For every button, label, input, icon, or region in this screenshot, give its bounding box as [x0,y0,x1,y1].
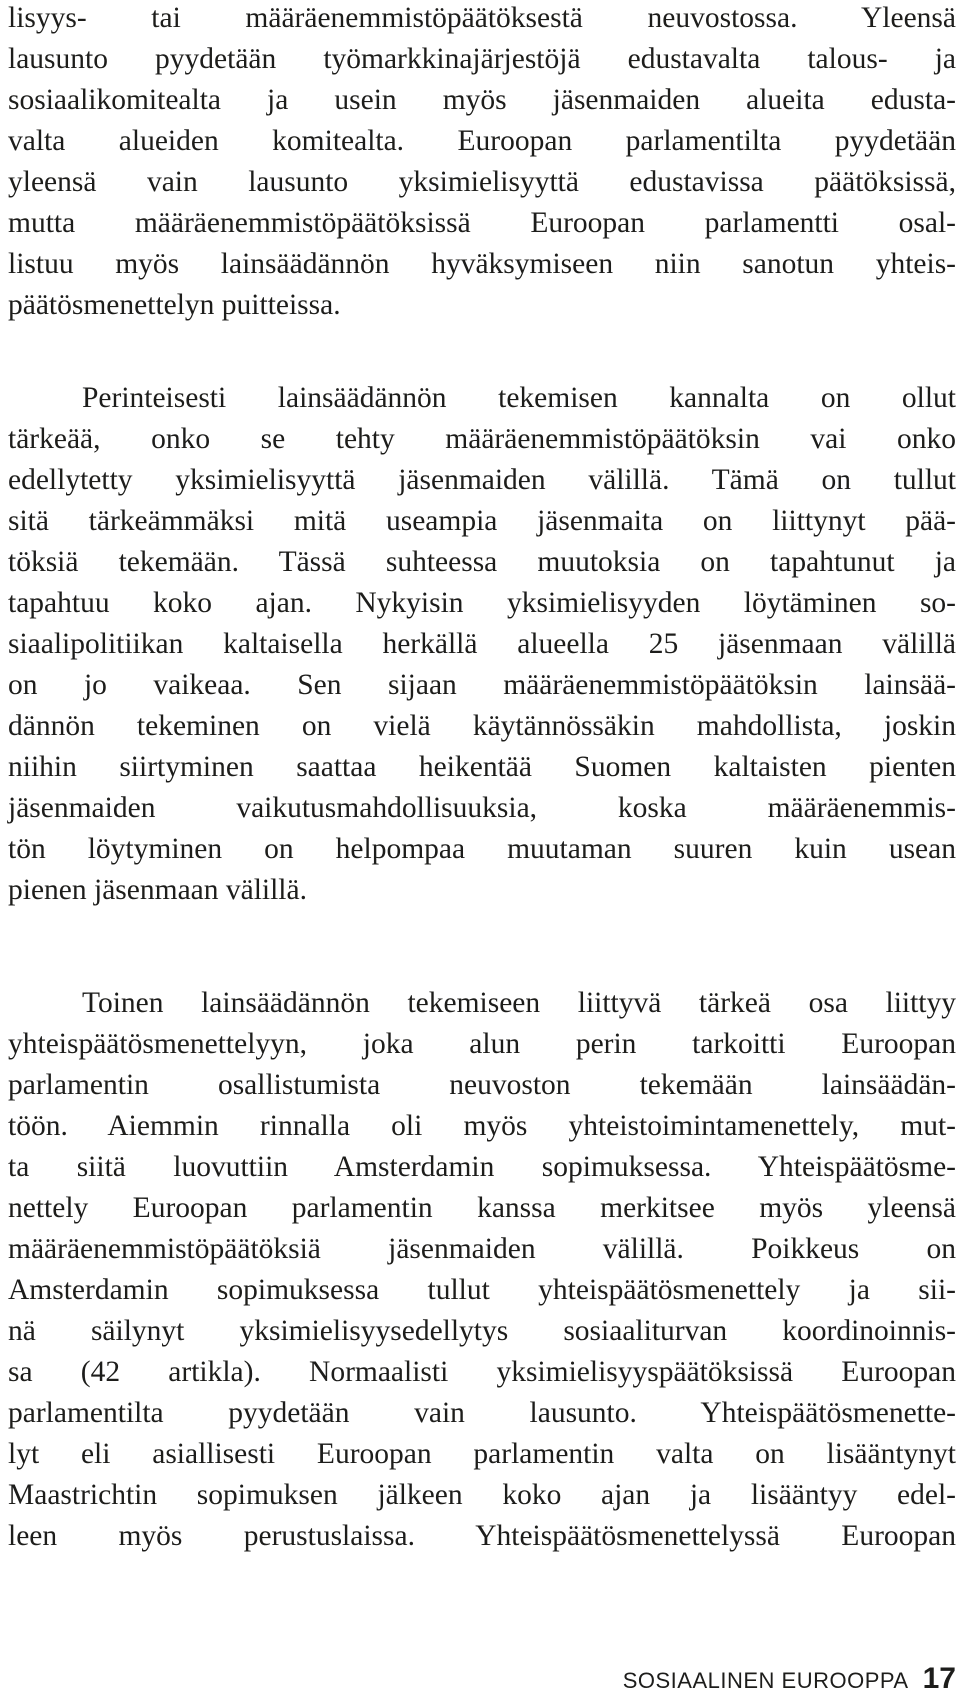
text-line: lisyys- tai määräenemmistöpäätöksestä neuvostossa. Yleensä [8,2,956,34]
text-line: parlamentilta pyydetään vain lausunto. Yhteispäätösmenette- [8,1397,956,1429]
text-line: tön löytyminen on helpompaa muutaman suuren kuin usean [8,833,956,865]
paragraph-1 [8,0,956,326]
text-line: siaalipolitiikan kaltaisella herkällä alueella 25 jäsenmaan välillä [8,628,956,660]
running-head: SOSIAALINEN EUROOPPA [622,1668,909,1693]
text-line: töksiä tekemään. Tässä suhteessa muutoksia on tapahtunut ja [8,546,956,578]
text-line: tärkeää, onko se tehty määräenemmistöpäätöksin vai onko [8,423,956,455]
paragraph-2 [8,378,956,911]
text-line: jäsenmaiden vaikutusmahdollisuuksia, koska määräenemmis- [8,792,956,824]
text-line: ta siitä luovuttiin Amsterdamin sopimuksessa. Yhteispäätösme- [8,1151,956,1183]
text-line: dännön tekeminen on vielä käytännössäkin mahdollista, joskin [8,710,956,742]
text-line: Maastrichtin sopimuksen jälkeen koko ajan ja lisääntyy edel- [8,1479,956,1511]
text-line: nettely Euroopan parlamentin kanssa merkitsee myös yleensä [8,1192,956,1224]
text-line: töön. Aiemmin rinnalla oli myös yhteistoimintamenettely, mut- [8,1110,956,1142]
text-line: valta alueiden komitealta. Euroopan parlamentilta pyydetään [8,125,956,157]
text-line: yleensä vain lausunto yksimielisyyttä edustavissa päätöksissä, [8,166,956,198]
text-line: nä säilynyt yksimielisyysedellytys sosiaaliturvan koordinoinnis- [8,1315,956,1347]
text-line: lausunto pyydetään työmarkkinajärjestöjä edustavalta talous- ja [8,43,956,75]
paragraph-3 [8,983,956,1557]
text-line: tapahtuu koko ajan. Nykyisin yksimielisyyden löytäminen so- [8,587,956,619]
text-line: lyt eli asiallisesti Euroopan parlamentin valta on lisääntynyt [8,1438,956,1470]
text-line: Toinen lainsäädännön tekemiseen liittyvä tärkeä osa liittyy [82,987,956,1019]
text-line: sa (42 artikla). Normaalisti yksimielisyyspäätöksissä Euroopan [8,1356,956,1388]
text-line: on jo vaikeaa. Sen sijaan määräenemmistöpäätöksin lainsää- [8,669,956,701]
text-line: Perinteisesti lainsäädännön tekemisen kannalta on ollut [82,382,956,414]
page-footer [623,1662,956,1702]
text-line: edellytetty yksimielisyyttä jäsenmaiden välillä. Tämä on tullut [8,464,956,496]
text-line: sosiaalikomitealta ja usein myös jäsenmaiden alueita edusta- [8,84,956,116]
text-line: parlamentin osallistumista neuvoston tekemään lainsäädän- [8,1069,956,1101]
text-line: pienen jäsenmaan välillä. [8,874,307,906]
text-line: mutta määräenemmistöpäätöksissä Euroopan parlamentti osal- [8,207,956,239]
page-number: 17 [922,1662,956,1695]
text-line: päätösmenettelyn puitteissa. [8,289,341,321]
text-line: yhteispäätösmenettelyyn, joka alun perin tarkoitti Euroopan [8,1028,956,1060]
text-line: määräenemmistöpäätöksiä jäsenmaiden välillä. Poikkeus on [8,1233,956,1265]
text-line: Amsterdamin sopimuksessa tullut yhteispäätösmenettely ja sii- [8,1274,956,1306]
text-line: niihin siirtyminen saattaa heikentää Suomen kaltaisten pienten [8,751,956,783]
text-line: listuu myös lainsäädännön hyväksymiseen niin sanotun yhteis- [8,248,956,280]
text-line: sitä tärkeämmäksi mitä useampia jäsenmaita on liittynyt pää- [8,505,956,537]
text-line: leen myös perustuslaissa. Yhteispäätösmenettelyssä Euroopan [8,1520,956,1552]
